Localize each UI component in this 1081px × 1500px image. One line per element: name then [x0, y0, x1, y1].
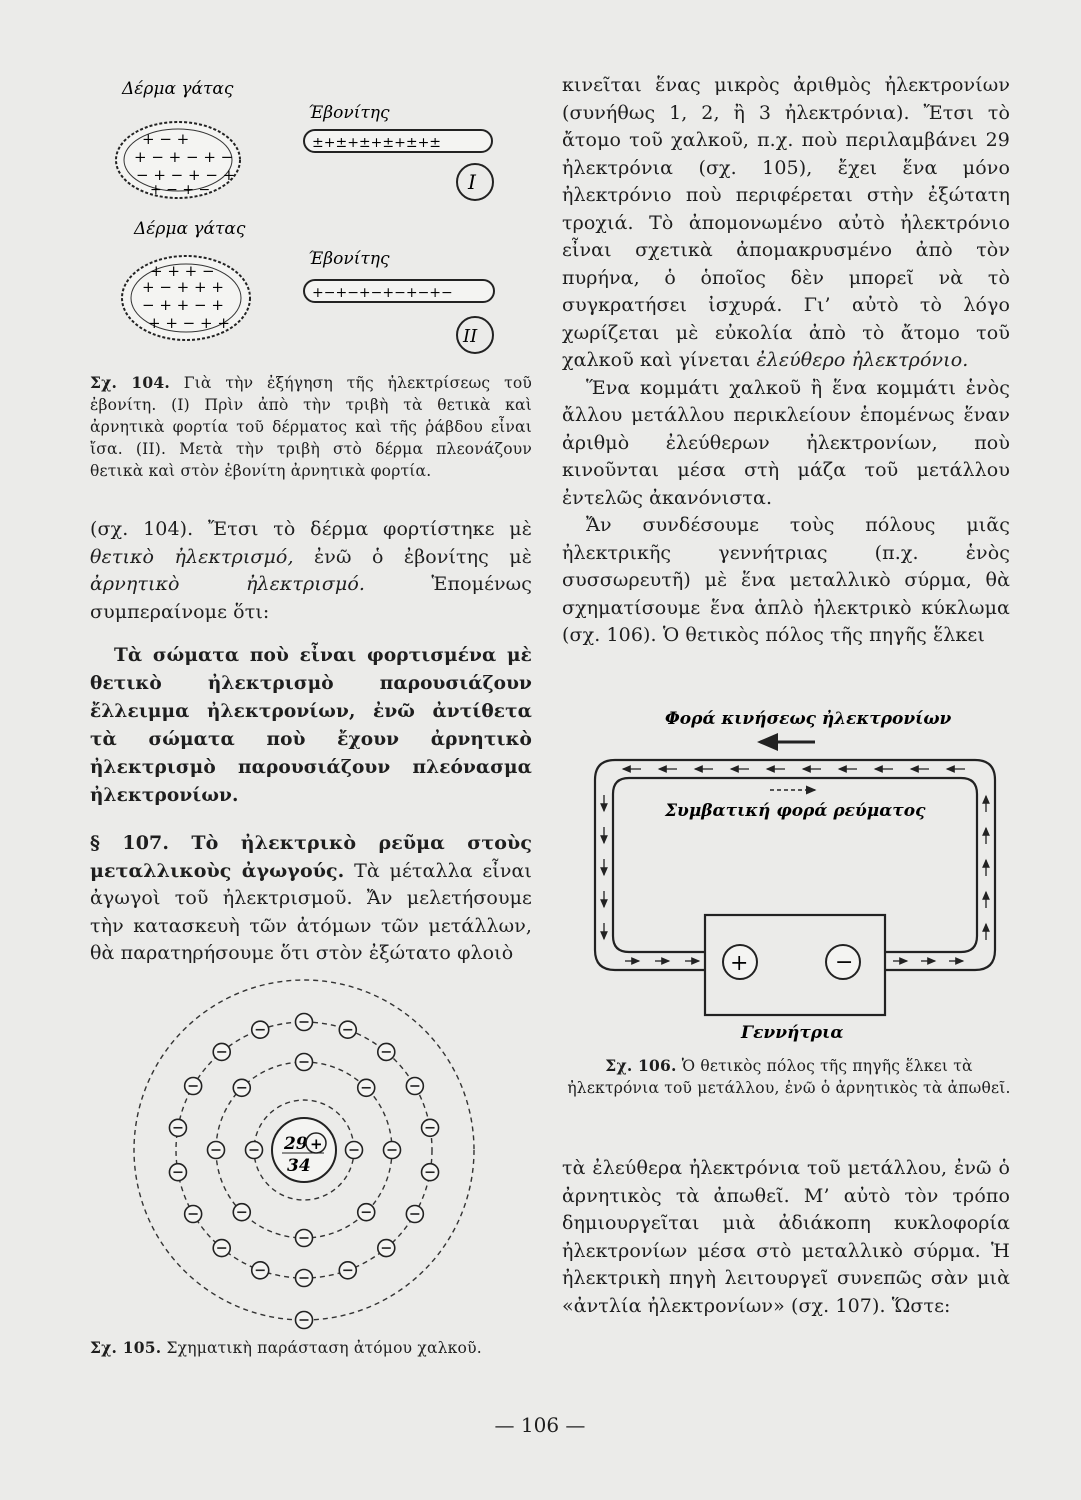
section-107 [90, 830, 532, 968]
svg-text:+ − + + +: + − + + + [142, 278, 224, 296]
svg-text:+: + [310, 1135, 323, 1153]
paragraph-free-electron: κινεῖται ἕνας μικρὸς ἀριθμὸς ἠλεκτρονίων (συνήθως 1, 2, ἢ 3 ἠλεκτρόνια). Ἔτσι τὸ ἄτομο τοῦ χαλκοῦ, π.χ. ποὺ περιλαμβάνει 29 ἠλεκτρόνια (σχ. 105), ἔχει ἕνα μόνο ἠλεκτρόνιο ποὺ περιφέρεται στὴν ἐξώτατη τροχιά. Τὸ ἀπομονωμένο αὐτὸ ἠλεκτρόνιο εἶναι σχετικὰ ἀπομακρυσμένο ἀπὸ τὸν πυρήνα, ὁ ὁποῖος δὲν μπορεῖ νὰ τὸ συγκρατήσει ἰσχυρά. Γι’ αὐτὸ τὸ λόγο χωρίζεται μὲ εὐκολία ἀπὸ τὸ ἄτομο τοῦ χαλκοῦ καὶ γίνεται ἐλεύθερο ἠλεκτρόνιο. [562, 74, 1010, 371]
figure-104 [90, 70, 530, 370]
caption-figure-106 [565, 1055, 1013, 1099]
svg-text:+ + + −: + + + − [150, 262, 215, 280]
label-electron-flow: Φορά κινήσεως ἠλεκτρονίων [665, 709, 952, 729]
nucleus-neutrons: 34 [287, 1156, 311, 1176]
svg-text:+−+−+−+−+−+−: +−+−+−+−+−+− [312, 285, 453, 301]
svg-text:− + + − +: − + + − + [142, 296, 224, 314]
emphasis-positive: θετικὸ ἠλεκτρισμό, [90, 545, 294, 568]
label-ebonite-2: Έβονίτης [308, 249, 390, 269]
section-107-title: § 107. Τὸ ἠλεκτρικὸ ρεῦμα στοὺς μεταλλικοὺς ἀγωγούς. [90, 832, 532, 882]
cat-skin-1 [116, 122, 240, 198]
caption-figure-104 [90, 372, 532, 482]
svg-text:II: II [463, 326, 478, 347]
ebonite-rod-2 [304, 280, 494, 302]
figure-105 [92, 965, 532, 1335]
label-ebonite-1: Έβονίτης [308, 103, 390, 123]
left-column [90, 516, 532, 968]
svg-text:+ − + −: + − + − [150, 182, 211, 198]
svg-text:I: I [468, 170, 476, 194]
numeral-1-circle [457, 164, 493, 200]
ebonite-rod-1 [304, 130, 492, 152]
cat-skin-2 [122, 256, 250, 340]
paragraph-conclusion: (σχ. 104). Ἔτσι τὸ δέρμα φορτίστηκε μὲ θετικὸ ἠλεκτρισμό, ἐνῶ ὁ ἐβονίτης μὲ ἀρνητικὸ ἠλεκτρισμό. Ἑπομένως συμπεραίνομε ὅτι: [90, 518, 533, 623]
circuit-drawing [565, 700, 1035, 1045]
emphasis-free-electron: ἐλεύθερο ἠλεκτρόνιο. [756, 349, 969, 371]
paragraph-circuit: Ἄν συνδέσουμε τοὺς πόλους μιᾶς ἠλεκτρικῆς γεννήτριας (π.χ. ἑνὸς συσσωρευτῆ) μὲ ἕνα μεταλλικὸ σύρμα, θὰ σχηματίσουμε ἕνα ἁπλὸ ἠλεκτρικὸ κύκλωμα (σχ. 106). Ὁ θετικὸς πόλος τῆς πηγῆς ἕλκει [562, 514, 1010, 646]
section-107-text: Τὰ μέταλλα εἶναι ἀγωγοὶ τοῦ ἠλεκτρισμοῦ. Ἄν μελετήσουμε τὴν κατασκευὴ τῶν ἀτόμων τῶν μετάλλων, θὰ παρατηρήσουμε ὅτι στὸν ἐξώτατο φλοιὸ [90, 859, 532, 964]
label-conventional-current: Συμβατική φορά ρεύματος [665, 801, 926, 821]
caption-105-number: Σχ. 105. [90, 1338, 162, 1357]
emphasis-negative: ἀρνητικὸ ἠλεκτρισμό. [90, 573, 366, 595]
nucleus [272, 1118, 336, 1182]
label-cat-skin-2: Δέρμα γάτας [134, 219, 246, 239]
right-column-top [562, 72, 1010, 650]
generator [705, 915, 885, 1015]
paragraph-electron-pump: τὰ ἐλεύθερα ἠλεκτρόνια τοῦ μετάλλου, ἐνῶ ὁ ἀρνητικὸς τὰ ἀπωθεῖ. Μ’ αὐτὸ τὸν τρόπο δημιουργεῖται μιὰ ἀδιάκοπη κυκλοφορία ἠλεκτρονίων μέσα στὸ μεταλλικὸ σύρμα. Ἡ ἠλεκτρικὴ πηγὴ λειτουργεῖ συνεπῶς σὰν μιὰ «ἀντλία ἠλεκτρονίων» (σχ. 107). Ὥστε: [562, 1157, 1010, 1317]
minus-sign: − [835, 950, 854, 975]
caption-figure-105 [90, 1337, 532, 1359]
nucleus-protons: 29 [284, 1134, 308, 1154]
caption-106-number: Σχ. 106. [605, 1056, 677, 1075]
caption-106-text: Ὁ θετικὸς πόλος τῆς πηγῆς ἕλκει τὰ ἠλεκτρόνια τοῦ μετάλλου, ἐνῶ ὁ ἀρνητικὸς τὰ ἀπωθεῖ. [567, 1057, 1011, 1097]
page-number: — 106 — [494, 1413, 586, 1437]
label-generator: Γεννήτρια [741, 1023, 844, 1043]
svg-text:+ − +: + − + [142, 130, 190, 148]
svg-text:±+±+±+±+±+±: ±+±+±+±+±+± [312, 135, 442, 151]
figure-106 [565, 700, 1035, 1045]
right-column-bottom [562, 1155, 1010, 1320]
copper-atom-drawing [92, 965, 532, 1335]
plus-sign: + [730, 951, 749, 976]
svg-text:− + − + − +: − + − + − + [136, 166, 236, 184]
caption-105-text: Σχηματικὴ παράσταση ἀτόμου χαλκοῦ. [166, 1339, 482, 1357]
figure-104-drawing [90, 70, 530, 370]
svg-text:+ + − + +: + + − + + [148, 314, 230, 332]
label-cat-skin-1: Δέρμα γάτας [122, 79, 234, 99]
numeral-2-circle [457, 317, 493, 353]
svg-text:+ − + − + −: + − + − + − [134, 148, 234, 166]
caption-104-number: Σχ. 104. [90, 373, 170, 392]
paragraph-metal-electrons: Ἕνα κομμάτι χαλκοῦ ἢ ἕνα κομμάτι ἑνὸς ἄλλου μετάλλου περικλείουν ἑπομένως ἕναν ἀριθμὸ ἐλεύθερων ἠλεκτρονίων, ποὺ κινοῦνται μέσα στὴ μάζα τοῦ μετάλλου ἐντελῶς ἀκανόνιστα. [562, 376, 1010, 509]
caption-104-text: Γιὰ τὴν ἐξήγηση τῆς ἠλεκτρίσεως τοῦ ἐβονίτη. (I) Πρὶν ἀπὸ τὴν τριβὴ τὰ θετικὰ καὶ ἀρνητικὰ φορτία τοῦ δέρματος καὶ τῆς ῥάβδου εἶναι ἴσα. (II). Μετὰ τὴν τριβὴ στὸ δέρμα πλεονάζουν θετικὰ καὶ στὸν ἐβονίτη ἀρνητικὰ φορτία. [90, 374, 532, 480]
bold-statement: Τὰ σώματα ποὺ εἶναι φορτισμένα μὲ θετικὸ ἠλεκτρισμὸ παρουσιάζουν ἔλλειμμα ἠλεκτρονίων, ἐνῶ ἀντίθετα τὰ σώματα ποὺ ἔχουν ἀρνητικὸ ἠλεκτρισμὸ παρουσιάζουν πλεόνασμα ἠλεκτρονίων. [90, 645, 532, 806]
